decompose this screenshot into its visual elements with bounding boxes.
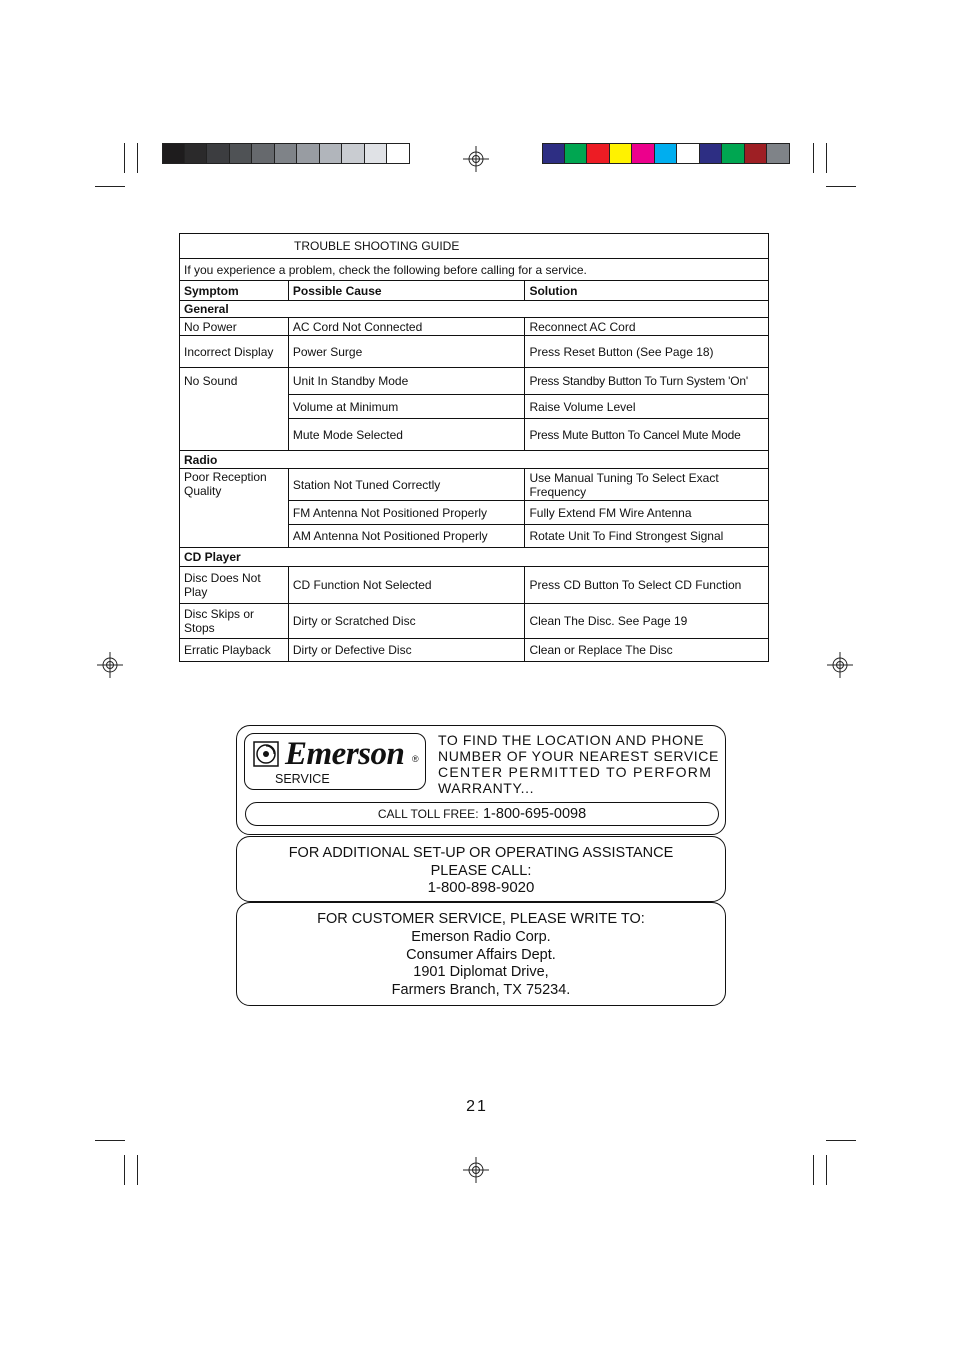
service-location-box (236, 725, 726, 835)
calibration-swatch (542, 143, 565, 164)
calibration-swatch (722, 143, 745, 164)
table-intro-row (180, 259, 769, 281)
solution-cell: Clean The Disc. See Page 19 (525, 604, 769, 639)
registered-icon: ® (412, 754, 419, 764)
calibration-swatch (387, 143, 410, 164)
cause-cell: Station Not Tuned Correctly (288, 469, 525, 501)
table-intro: If you experience a problem, check the following before calling for a service. (180, 259, 769, 281)
assist-line: PLEASE CALL: (430, 863, 532, 879)
table-row (180, 336, 769, 368)
header-solution: Solution (525, 281, 769, 301)
symptom-cell: Incorrect Display (180, 336, 289, 368)
calibration-swatch (565, 143, 588, 164)
section-cd-player: CD Player (180, 548, 769, 567)
assist-line: FOR ADDITIONAL SET-UP OR OPERATING ASSISTANCE (288, 845, 674, 861)
section-radio: Radio (180, 451, 769, 469)
calibration-swatch (365, 143, 388, 164)
table-row (180, 604, 769, 639)
toll-free-label: CALL TOLL FREE: (377, 807, 479, 821)
find-line: WARRANTY... (438, 780, 535, 796)
troubleshooting-table (179, 233, 769, 662)
section-general: General (180, 301, 769, 318)
find-line: CENTER PERMITTED TO PERFORM (438, 764, 713, 780)
section-row (180, 301, 769, 318)
table-row (180, 639, 769, 662)
solution-cell: Fully Extend FM Wire Antenna (525, 501, 769, 525)
solution-cell: Press Mute Button To Cancel Mute Mode (525, 419, 769, 451)
calibration-swatch (207, 143, 230, 164)
brand-sub: SERVICE (275, 772, 330, 786)
solution-cell: Rotate Unit To Find Strongest Signal (525, 525, 769, 548)
symptom-cell: No Sound (180, 368, 289, 451)
cause-cell: CD Function Not Selected (288, 567, 525, 604)
table-header-row (180, 281, 769, 301)
solution-cell: Clean or Replace The Disc (525, 639, 769, 662)
table-title: TROUBLE SHOOTING GUIDE (180, 234, 769, 259)
write-to-box (236, 902, 726, 1006)
cause-cell: Dirty or Scratched Disc (288, 604, 525, 639)
calibration-swatch (275, 143, 298, 164)
table-row (180, 567, 769, 604)
symptom-cell: Erratic Playback (180, 639, 289, 662)
symptom-cell: Poor Reception Quality (180, 469, 289, 548)
cause-cell: Dirty or Defective Disc (288, 639, 525, 662)
calibration-swatch (297, 143, 320, 164)
calibration-swatch (252, 143, 275, 164)
page-number: 21 (466, 1098, 488, 1115)
solution-cell: Press Reset Button (See Page 18) (525, 336, 769, 368)
calibration-swatch (655, 143, 678, 164)
section-row (180, 548, 769, 567)
cause-cell: AC Cord Not Connected (288, 318, 525, 336)
solution-cell: Press Standby Button To Turn System 'On' (525, 368, 769, 395)
cause-cell: Volume at Minimum (288, 395, 525, 419)
table-title-row (180, 234, 769, 259)
solution-cell: Raise Volume Level (525, 395, 769, 419)
toll-free-pill (245, 802, 719, 826)
write-line: Farmers Branch, TX 75234. (391, 982, 571, 998)
calibration-swatch (320, 143, 343, 164)
header-cause: Possible Cause (288, 281, 525, 301)
calibration-swatch (767, 143, 790, 164)
cause-cell: Power Surge (288, 336, 525, 368)
symptom-cell: Disc Skips or Stops (180, 604, 289, 639)
symptom-cell: Disc Does Not Play (180, 567, 289, 604)
registration-mark-icon (463, 146, 489, 172)
assist-phone: 1-800-898-9020 (427, 879, 535, 896)
calibration-swatch (745, 143, 768, 164)
section-row (180, 451, 769, 469)
calibration-swatch (632, 143, 655, 164)
find-line: NUMBER OF YOUR NEAREST SERVICE (438, 748, 719, 764)
toll-free-number: 1-800-695-0098 (482, 806, 587, 822)
calibration-swatch (610, 143, 633, 164)
registration-mark-icon (827, 652, 853, 678)
find-service-text (438, 732, 719, 796)
table-row (180, 318, 769, 336)
find-line: TO FIND THE LOCATION AND PHONE (438, 732, 705, 748)
registration-mark-icon (97, 652, 123, 678)
assistance-box (236, 836, 726, 902)
write-line: Emerson Radio Corp. (411, 929, 551, 945)
write-line: FOR CUSTOMER SERVICE, PLEASE WRITE TO: (317, 911, 645, 927)
table-row (180, 469, 769, 501)
solution-cell: Press CD Button To Select CD Function (525, 567, 769, 604)
cause-cell: Unit In Standby Mode (288, 368, 525, 395)
solution-cell: Use Manual Tuning To Select Exact Frequency (525, 469, 769, 501)
calibration-swatch (162, 143, 185, 164)
solution-cell: Reconnect AC Cord (525, 318, 769, 336)
write-line: 1901 Diplomat Drive, (413, 964, 549, 980)
registration-mark-icon (463, 1157, 489, 1183)
calibration-swatch (587, 143, 610, 164)
calibration-swatch (230, 143, 253, 164)
write-line: Consumer Affairs Dept. (406, 947, 556, 963)
calibration-swatch (185, 143, 208, 164)
calibration-swatch (342, 143, 365, 164)
emerson-logo (244, 733, 426, 790)
disc-logo-icon (253, 741, 279, 767)
calibration-swatch (677, 143, 700, 164)
symptom-cell: No Power (180, 318, 289, 336)
calibration-swatch (700, 143, 723, 164)
brand-name: Emerson (285, 736, 405, 772)
cause-cell: Mute Mode Selected (288, 419, 525, 451)
cause-cell: AM Antenna Not Positioned Properly (288, 525, 525, 548)
table-row (180, 368, 769, 395)
header-symptom: Symptom (180, 281, 289, 301)
cause-cell: FM Antenna Not Positioned Properly (288, 501, 525, 525)
